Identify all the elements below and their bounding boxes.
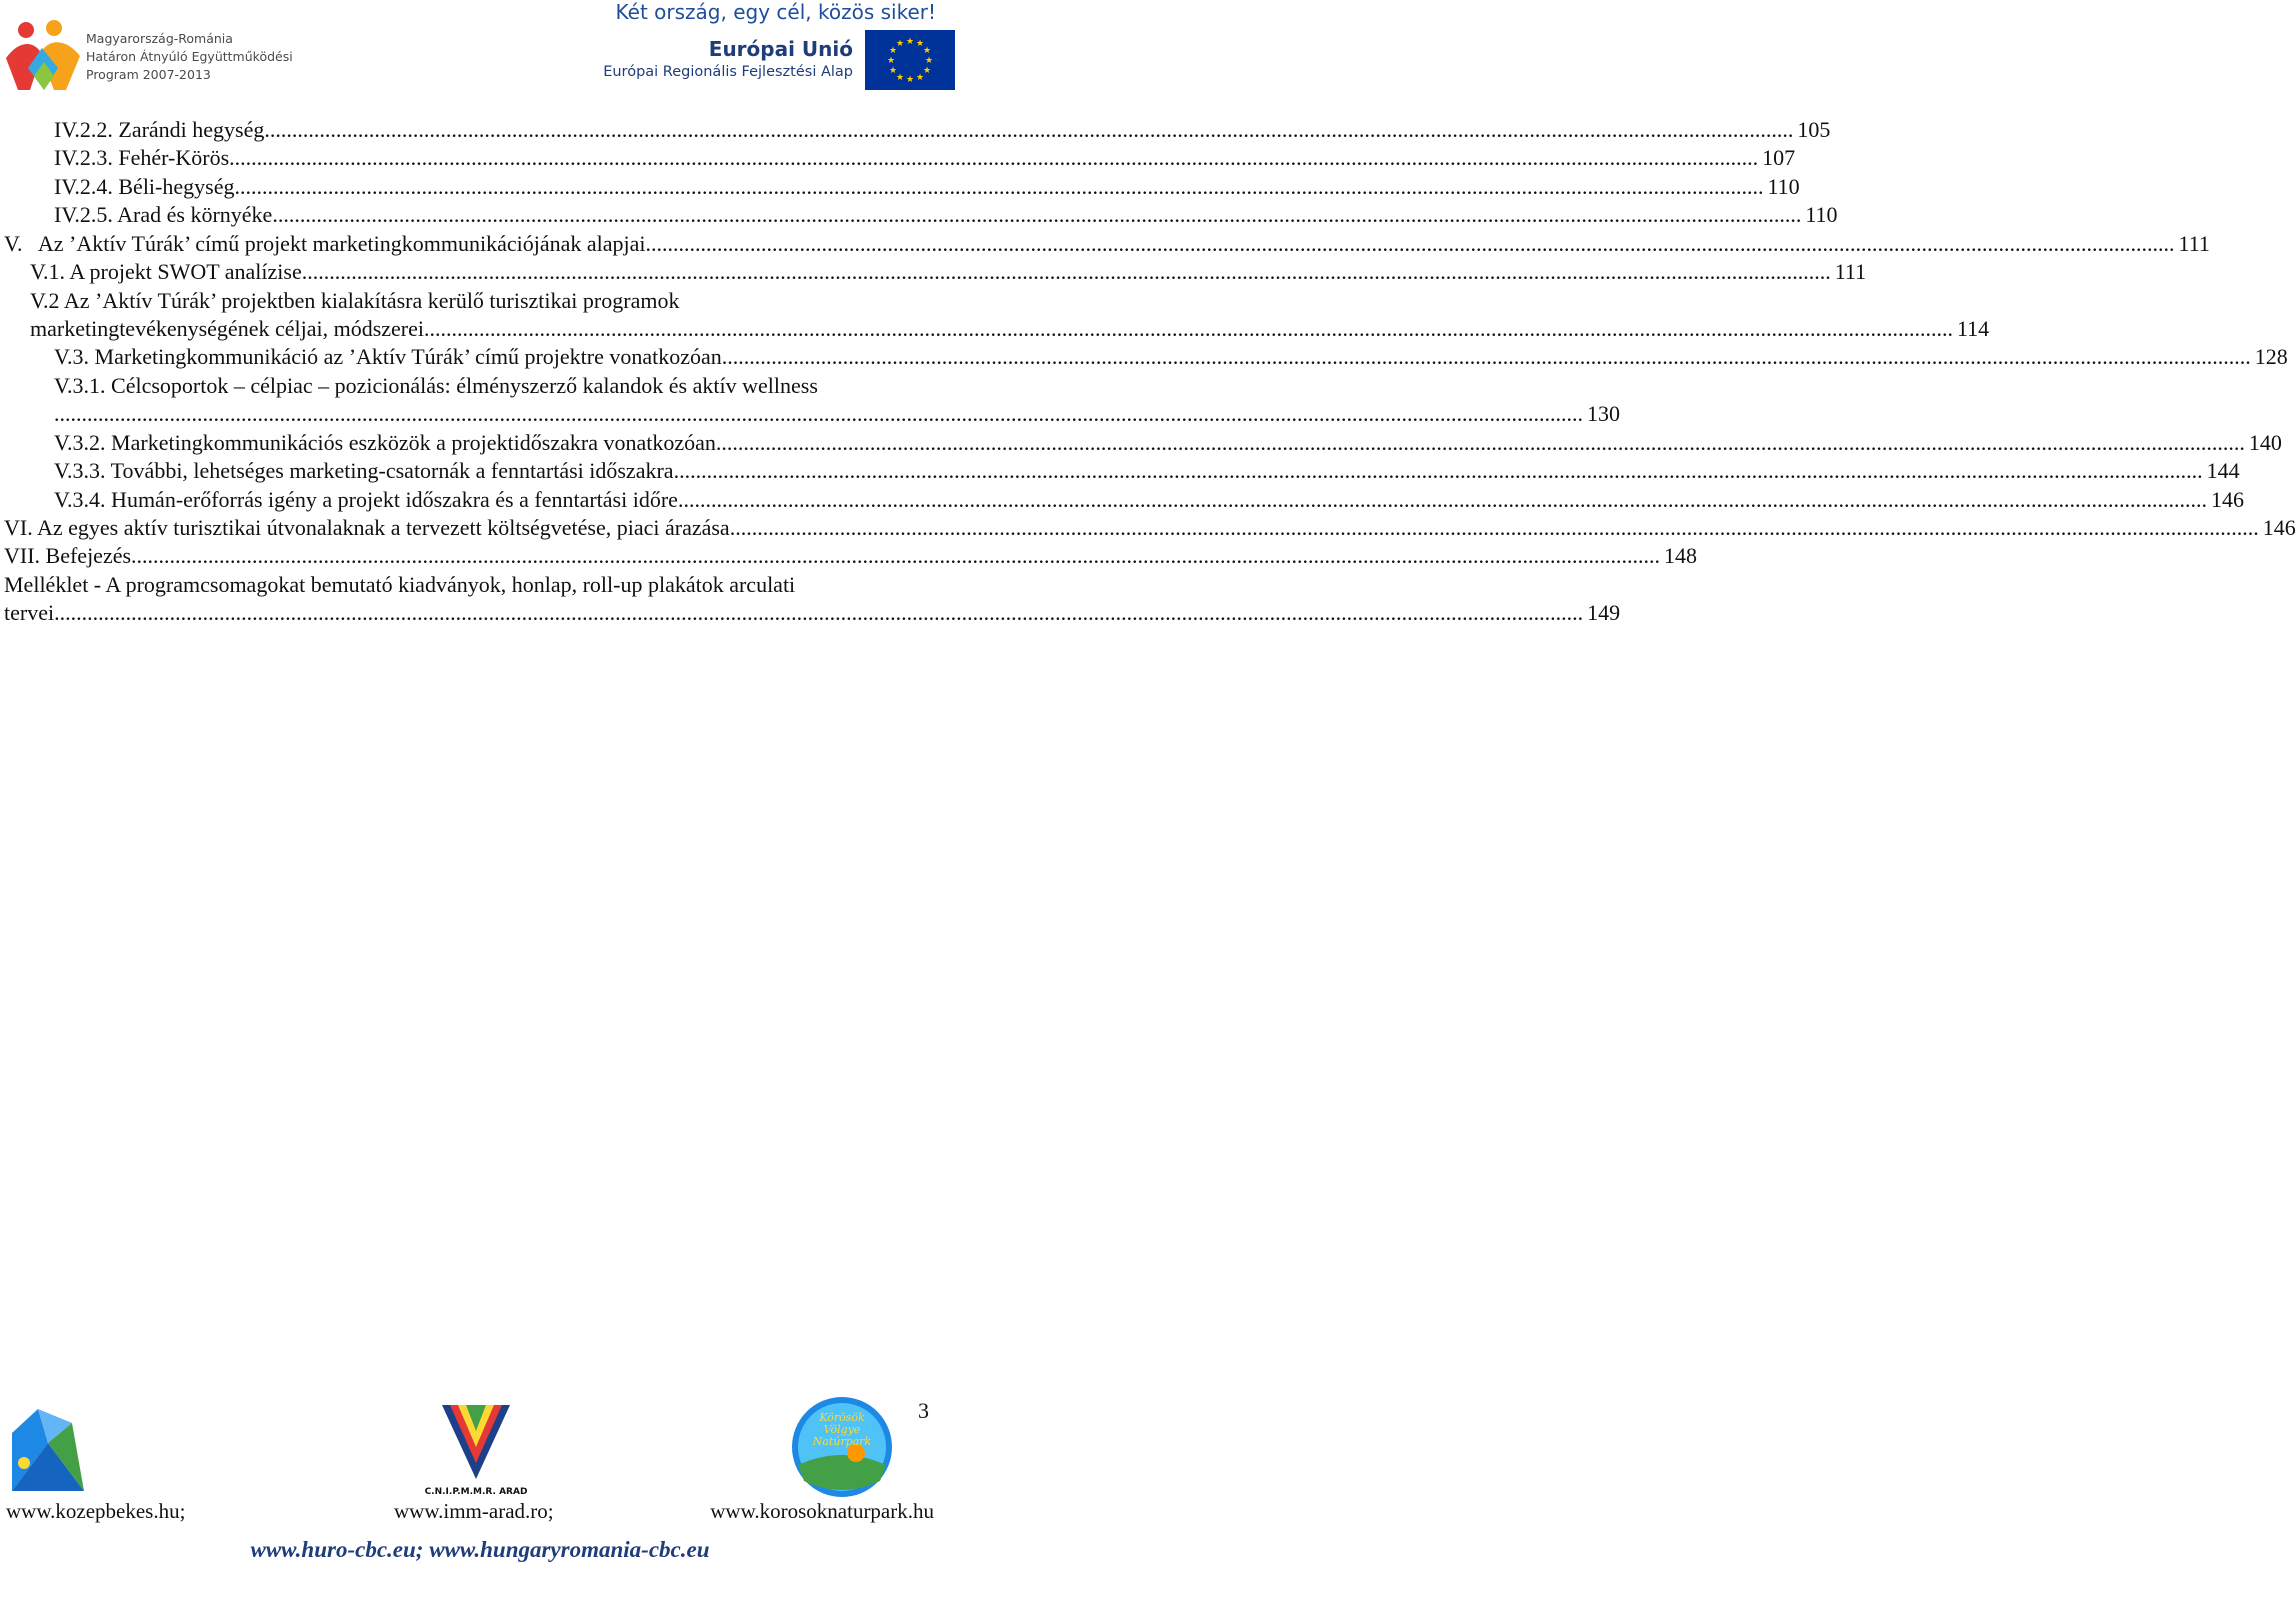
cnipmmr-arad-logo — [424, 1401, 528, 1497]
program-line: Program 2007-2013 — [86, 67, 211, 82]
svg-text:★: ★ — [895, 39, 905, 49]
toc-entry-title: IV.2.3. Fehér-Körös — [54, 145, 230, 170]
toc-entry-title-line1[interactable]: Melléklet - A programcsomagokat bemutató kiadványok, honlap, roll-up plakátok arculati — [4, 572, 796, 597]
toc-entry-page: 146 — [2210, 487, 2244, 512]
eu-text — [595, 36, 853, 82]
toc-leader-dots: ...................................................................................................................................................................................................................................................................................... — [729, 515, 2259, 540]
svg-text:★: ★ — [922, 66, 932, 76]
toc-entry[interactable] — [54, 201, 1838, 229]
toc-entry[interactable] — [54, 173, 1800, 201]
toc-entry-title: V.3.2. Marketingkommunikációs eszközök a projektidőszakra vonatkozóan — [54, 430, 716, 455]
toc-entry-page: 105 — [1797, 117, 1831, 142]
page-number: 3 — [918, 1398, 929, 1423]
toc-entry-page: 114 — [1957, 316, 1990, 341]
hu-ro-program-logo — [4, 18, 82, 92]
toc-entry-page: 130 — [1587, 401, 1620, 426]
toc-leader-dots: ...................................................................................................................................................................................................................................................................................... — [131, 543, 1661, 568]
toc-leader-dots: ...................................................................................................................................................................................................................................................................................... — [673, 458, 2203, 483]
toc-entry-page: 128 — [2254, 344, 2288, 369]
toc-entry-page: 110 — [1805, 202, 1838, 227]
toc-entry[interactable] — [54, 457, 2240, 485]
svg-text:★: ★ — [915, 73, 925, 83]
korosok-naturpark-logo — [790, 1395, 894, 1499]
toc-entry[interactable] — [54, 343, 2288, 371]
toc-entry[interactable] — [4, 514, 2296, 542]
toc-leader-dots: ...................................................................................................................................................................................................................................................................................... — [721, 344, 2251, 369]
toc-entry-title: IV.2.4. Béli-hegység — [54, 174, 235, 199]
toc-entry[interactable] — [54, 486, 2244, 514]
eu-logo-block — [595, 30, 955, 92]
program-line: Határon Átnyúló Együttműködési — [86, 49, 293, 64]
toc-leader-dots: ...................................................................................................................................................................................................................................................................................... — [424, 316, 1953, 341]
toc-entry-title: VI. Az egyes aktív turisztikai útvonalaknak a tervezett költségvetése, piaci árazása — [4, 515, 730, 540]
toc-entry-title: marketingtevékenységének céljai, módszerei — [30, 316, 424, 341]
toc-entry-page: 148 — [1664, 543, 1698, 568]
toc-entry-page: 110 — [1767, 174, 1800, 199]
eu-subtitle: Európai Regionális Fejlesztési Alap — [603, 64, 853, 80]
footer-link-kozepbekes[interactable]: www.kozepbekes.hu; — [6, 1499, 186, 1523]
svg-text:★: ★ — [888, 46, 898, 56]
toc-entry-title: IV.2.2. Zarándi hegység — [54, 117, 265, 142]
toc-entry-title: tervei — [4, 600, 55, 625]
toc-entry[interactable] — [54, 144, 1796, 172]
toc-entry-title: IV.2.5. Arad és környéke — [54, 202, 273, 227]
kozepbekes-logo — [8, 1403, 88, 1495]
footer-link-imm-arad[interactable]: www.imm-arad.ro; — [394, 1499, 554, 1523]
toc-leader-dots: ...................................................................................................................................................................................................................................................................................... — [264, 117, 1794, 142]
toc-entry-page: 140 — [2248, 430, 2282, 455]
page-footer — [0, 1395, 960, 1605]
svg-text:★: ★ — [905, 37, 915, 47]
toc-leader-dots: ...................................................................................................................................................................................................................................................................................... — [715, 430, 2245, 455]
toc-leader-dots: ...................................................................................................................................................................................................................................................................................... — [301, 259, 1831, 284]
toc-entry-title: V.3.4. Humán-erőforrás igény a projekt időszakra és a fenntartási időre — [54, 487, 678, 512]
eu-flag-icon — [865, 30, 955, 90]
page-header — [0, 0, 960, 100]
toc-entry-title: V. Az ’Aktív Túrák’ című projekt marketingkommunikációjának alapjai — [4, 231, 646, 256]
toc-entry[interactable] — [4, 230, 2210, 258]
toc-leader-dots: ...................................................................................................................................................................................................................................................................................... — [54, 401, 1583, 426]
cnipmmr-logo-text: C.N.I.P.M.M.R. ARAD — [424, 1487, 528, 1497]
toc-entry-title-line1[interactable]: V.3.1. Célcsoportok – célpiac – pozicionálás: élményszerző kalandok és aktív wellness — [54, 373, 818, 398]
toc-leader-dots: ...................................................................................................................................................................................................................................................................................... — [645, 231, 2175, 256]
footer-link-korosoknaturpark[interactable]: www.korosoknaturpark.hu — [710, 1499, 934, 1523]
toc-entry-title-line1[interactable]: V.2 Az ’Aktív Túrák’ projektben kialakításra kerülő turisztikai programok — [30, 288, 680, 313]
toc-entry[interactable] — [4, 542, 1698, 570]
toc-entry[interactable] — [54, 429, 2282, 457]
toc-entry-title: V.1. A projekt SWOT analízise — [30, 259, 302, 284]
naturpark-logo-text: Völgye — [823, 1423, 861, 1436]
svg-text:★: ★ — [915, 39, 925, 49]
toc-entry[interactable] — [54, 116, 1831, 144]
footer-program-links[interactable]: www.huro-cbc.eu; www.hungaryromania-cbc.eu — [250, 1537, 710, 1562]
toc-leader-dots: ...................................................................................................................................................................................................................................................................................... — [677, 487, 2207, 512]
toc-entry-title: V.3.3. További, lehetséges marketing-csatornák a fenntartási időszakra — [54, 458, 674, 483]
svg-text:★: ★ — [922, 46, 932, 56]
toc-leader-dots: ...................................................................................................................................................................................................................................................................................... — [234, 174, 1764, 199]
eu-title: Európai Unió — [708, 37, 853, 61]
svg-text:★: ★ — [886, 56, 896, 66]
toc-entry-page: 107 — [1762, 145, 1796, 170]
toc-leader-dots: ...................................................................................................................................................................................................................................................................................... — [54, 600, 1584, 625]
naturpark-logo-text: Natúrpark — [812, 1435, 872, 1448]
toc-entry-title: VII. Befejezés — [4, 543, 132, 568]
toc-leader-dots: ...................................................................................................................................................................................................................................................................................... — [272, 202, 1802, 227]
naturpark-logo-text: Körösök — [819, 1411, 865, 1424]
toc-entry[interactable] — [54, 400, 1620, 428]
toc-entry-page: 144 — [2206, 458, 2240, 483]
svg-text:★: ★ — [888, 66, 898, 76]
svg-text:★: ★ — [895, 73, 905, 83]
program-name — [86, 30, 293, 84]
toc-entry-title: V.3. Marketingkommunikáció az ’Aktív Túrák’ című projektre vonatkozóan — [54, 344, 722, 369]
toc-entry[interactable] — [30, 258, 1867, 286]
toc-entry-page: 111 — [2178, 231, 2210, 256]
svg-text:★: ★ — [924, 56, 934, 66]
program-line: Magyarország-Románia — [86, 31, 233, 46]
toc-leader-dots: ...................................................................................................................................................................................................................................................................................... — [229, 145, 1759, 170]
toc-entry[interactable] — [4, 599, 1621, 627]
toc-entry-page: 149 — [1587, 600, 1621, 625]
toc-entry-page: 111 — [1834, 259, 1867, 284]
toc-entry-page: 146 — [2262, 515, 2296, 540]
toc-entry[interactable] — [30, 315, 1990, 343]
svg-text:★: ★ — [905, 75, 915, 85]
slogan: Két ország, egy cél, közös siker! — [615, 0, 936, 24]
